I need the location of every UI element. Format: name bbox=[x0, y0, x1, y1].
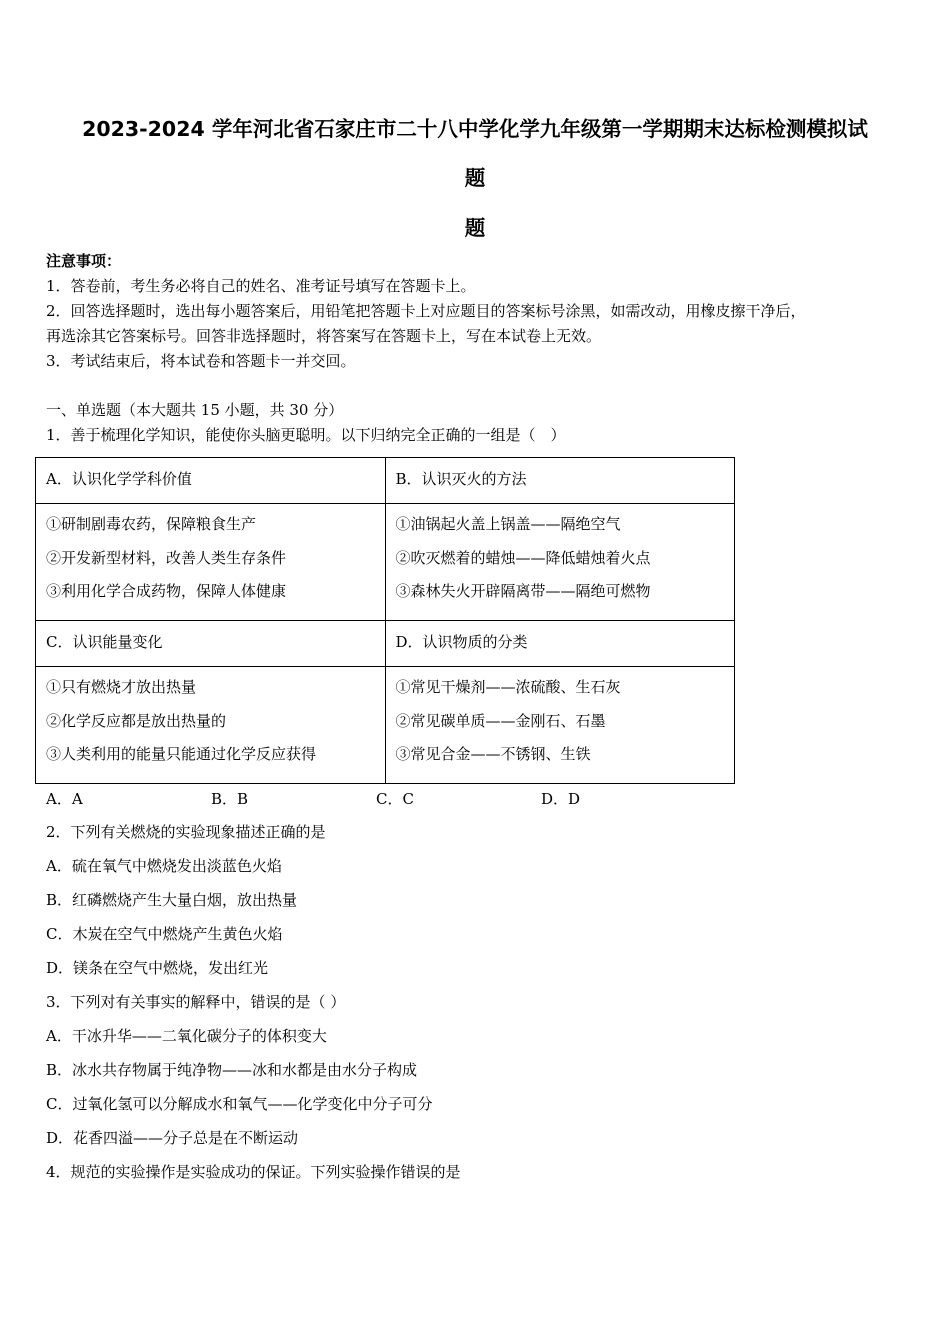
q1-c-item-2: ②化学反应都是放出热量的 bbox=[46, 711, 227, 730]
exam-title-line-3: 题 bbox=[464, 216, 486, 240]
notice-item-1: 1．答卷前，考生务必将自己的姓名、准考证号填写在答题卡上。 bbox=[46, 277, 476, 295]
q1-c-item-1: ①只有燃烧才放出热量 bbox=[46, 678, 197, 696]
q3-option-d[interactable]: D．花香四溢——分子总是在不断运动 bbox=[46, 1129, 299, 1147]
q1-b-item-2: ②吹灭燃着的蜡烛——降低蜡烛着火点 bbox=[395, 548, 651, 567]
q1-d-item-1: ①常见干燥剂——浓硫酸、生石灰 bbox=[395, 678, 621, 696]
q1-option-c[interactable]: C．C bbox=[376, 790, 414, 808]
q1-cell-a-head: A．认识化学学科价值 bbox=[36, 458, 386, 504]
q4-stem: 4．规范的实验操作是实验成功的保证。下列实验操作错误的是 bbox=[46, 1163, 461, 1181]
q1-a-item-2: ②开发新型材料，改善人类生存条件 bbox=[46, 548, 287, 567]
notice-item-3: 3．考试结束后，将本试卷和答题卡一并交回。 bbox=[46, 352, 356, 370]
q2-stem: 2．下列有关燃烧的实验现象描述正确的是 bbox=[46, 823, 326, 841]
q3-option-a[interactable]: A．干冰升华——二氧化碳分子的体积变大 bbox=[46, 1027, 327, 1045]
q2-option-c[interactable]: C．木炭在空气中燃烧产生黄色火焰 bbox=[46, 925, 283, 943]
q1-a-item-1: ①研制剧毒农药，保障粮食生产 bbox=[46, 515, 257, 533]
q2-option-d[interactable]: D．镁条在空气中燃烧，发出红光 bbox=[46, 959, 269, 977]
q1-c-item-3: ③人类利用的能量只能通过化学反应获得 bbox=[46, 745, 317, 763]
q1-d-item-3: ③常见合金——不锈钢、生铁 bbox=[395, 745, 591, 763]
q1-options bbox=[46, 788, 706, 809]
q1-option-b[interactable]: B．B bbox=[211, 790, 249, 808]
q3-option-c[interactable]: C．过氧化氢可以分解成水和氧气——化学变化中分子可分 bbox=[46, 1095, 433, 1113]
q3-stem: 3．下列对有关事实的解释中，错误的是（ ） bbox=[46, 993, 346, 1011]
q3-option-b[interactable]: B．冰水共存物属于纯净物——冰和水都是由水分子构成 bbox=[46, 1061, 418, 1079]
section-heading: 一、单选题（本大题共 15 小题，共 30 分） bbox=[46, 401, 344, 419]
q2-option-b[interactable]: B．红磷燃烧产生大量白烟，放出热量 bbox=[46, 891, 298, 909]
q1-b-item-1: ①油锅起火盖上锅盖——隔绝空气 bbox=[395, 515, 621, 533]
exam-title-line-2: 题 bbox=[464, 166, 486, 190]
q1-cell-a-body bbox=[36, 504, 386, 621]
q1-cell-b-head: B．认识灭火的方法 bbox=[385, 458, 735, 504]
q1-b-item-3: ③森林失火开辟隔离带——隔绝可燃物 bbox=[395, 582, 651, 600]
notice-item-2b: 再选涂其它答案标号。回答非选择题时，将答案写在答题卡上，写在本试卷上无效。 bbox=[46, 327, 602, 345]
q1-cell-c-body bbox=[36, 667, 386, 784]
q1-cell-d-head: D．认识物质的分类 bbox=[385, 621, 735, 667]
q1-table bbox=[35, 457, 735, 784]
notice-heading: 注意事项： bbox=[46, 252, 122, 270]
q1-d-item-2: ②常见碳单质——金刚石、石墨 bbox=[395, 711, 606, 730]
q1-cell-b-body bbox=[385, 504, 735, 621]
q1-cell-c-head: C．认识能量变化 bbox=[36, 621, 386, 667]
q2-option-a[interactable]: A．硫在氧气中燃烧发出淡蓝色火焰 bbox=[46, 857, 282, 875]
q1-option-d[interactable]: D．D bbox=[541, 790, 581, 808]
q1-a-item-3: ③利用化学合成药物，保障人体健康 bbox=[46, 582, 287, 600]
exam-title-line-1: 2023-2024 学年河北省石家庄市二十八中学化学九年级第一学期期末达标检测模拟试 bbox=[82, 117, 868, 141]
q1-option-a[interactable]: A．A bbox=[46, 790, 83, 808]
q1-stem: 1．善于梳理化学知识，能使你头脑更聪明。以下归纳完全正确的一组是（ ） bbox=[46, 426, 566, 444]
q1-cell-d-body bbox=[385, 667, 735, 784]
notice-item-2a: 2．回答选择题时，选出每小题答案后，用铅笔把答题卡上对应题目的答案标号涂黑，如需改动，用橡皮擦干净后， bbox=[46, 302, 806, 320]
